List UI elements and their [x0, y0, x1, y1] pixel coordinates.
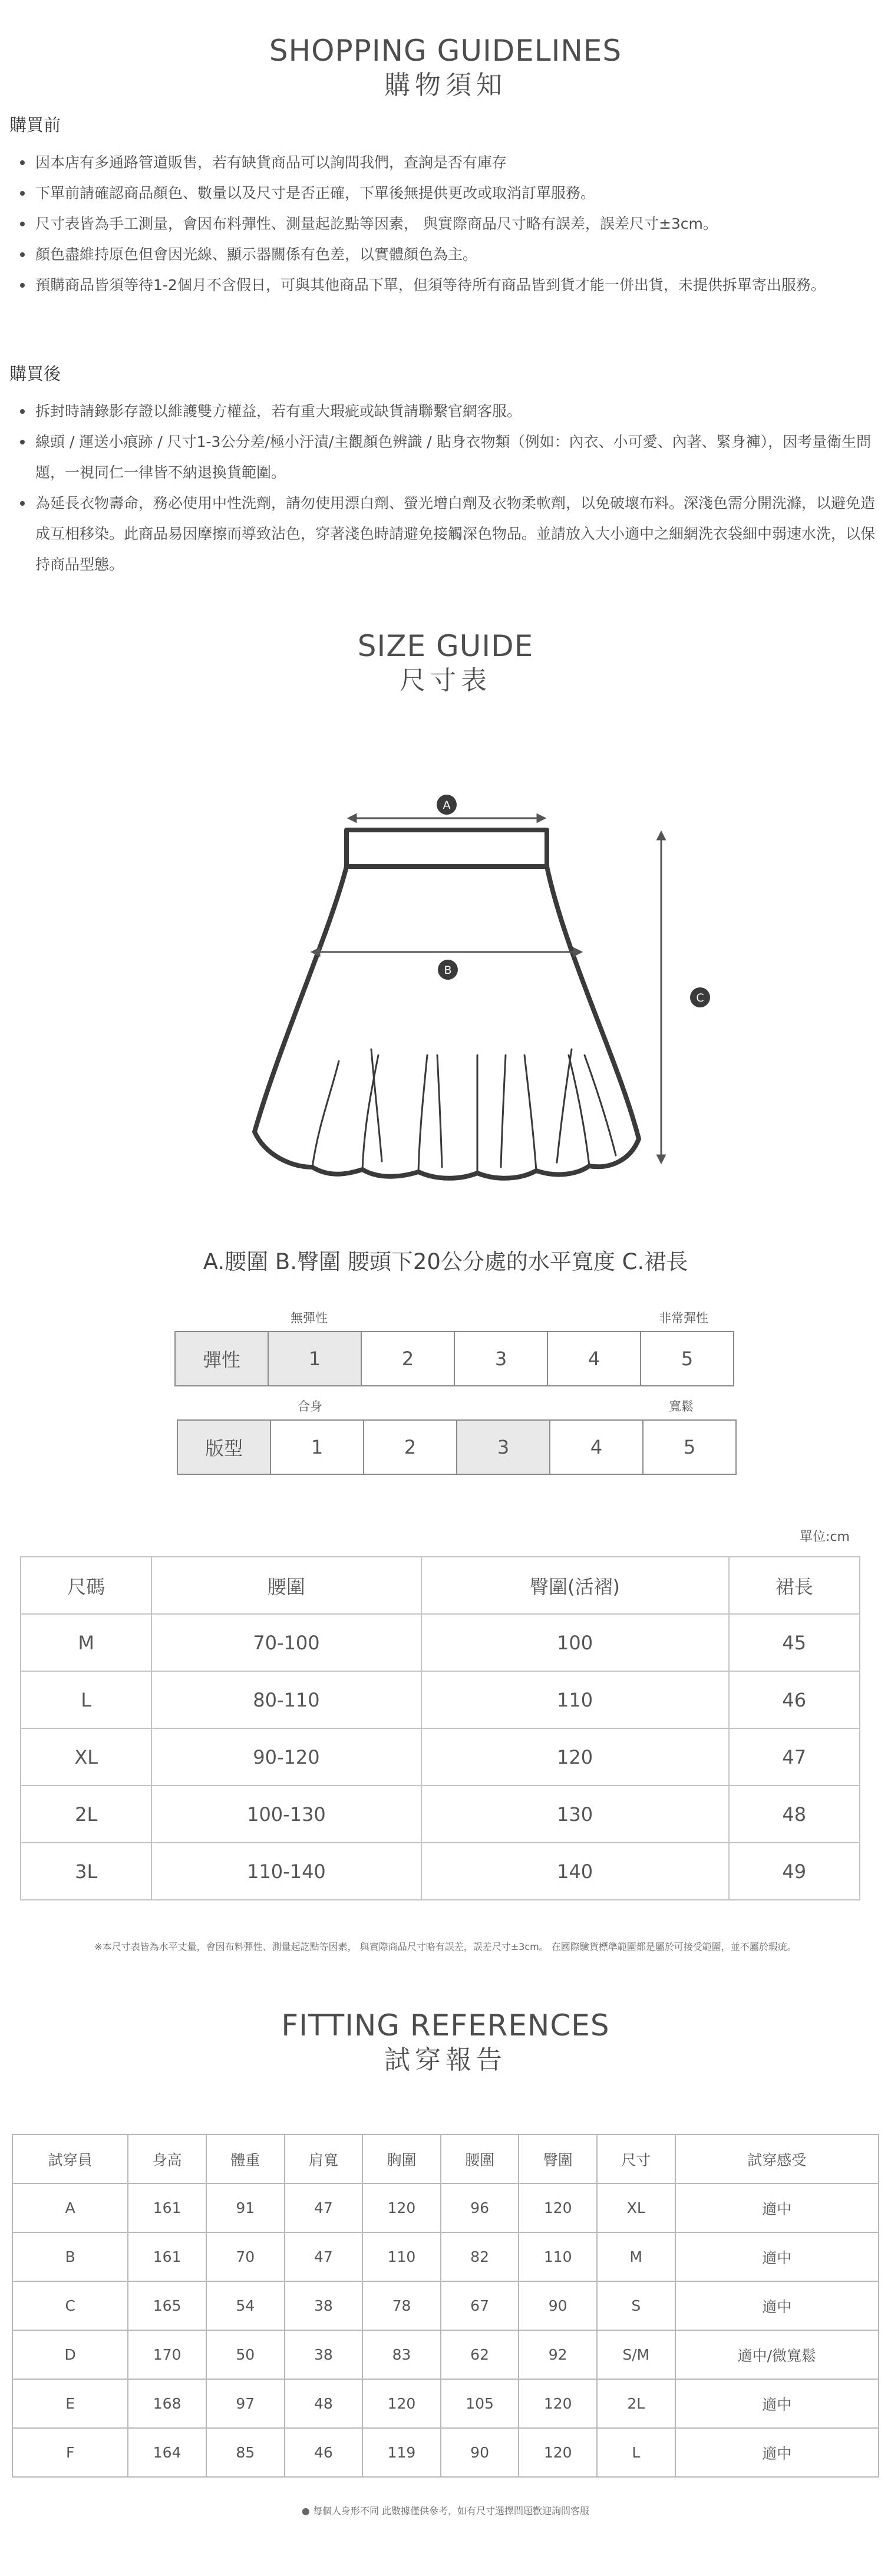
before-purchase-list — [16, 147, 878, 301]
fitting-table-cell: B — [12, 2232, 128, 2281]
fit-type-scale — [177, 1419, 737, 1475]
bullet-dot-icon — [20, 252, 25, 257]
fit-type-level-4: 4 — [550, 1421, 644, 1475]
fitting-table-row — [12, 2428, 879, 2477]
after-purchase-heading: 購買後 — [9, 364, 61, 384]
fitting-table-cell: 92 — [519, 2330, 597, 2379]
fitting-table-cell: 2L — [597, 2379, 675, 2428]
fitting-table-cell: 62 — [441, 2330, 519, 2379]
fitting-table-cell: 適中 — [675, 2183, 879, 2232]
skirt-pleats — [312, 1049, 616, 1173]
size-table-cell: 49 — [729, 1843, 860, 1900]
measure-b — [312, 948, 581, 956]
fitting-table-cell: 120 — [519, 2428, 597, 2477]
size-table-cell: 100 — [421, 1614, 729, 1671]
before-purchase-item-text: 預購商品皆須等待1-2個月不含假日，可與其他商品下單，但須等待所有商品皆到貨才能一併出貨，未提供拆單寄出服務。 — [35, 276, 826, 294]
fitting-table-column-header: 體重 — [206, 2134, 285, 2183]
fitting-table-cell: 82 — [441, 2232, 519, 2281]
fitting-table-cell: 90 — [441, 2428, 519, 2477]
fitting-table-cell: L — [597, 2428, 675, 2477]
guidelines-title-en: SHOPPING GUIDELINES — [269, 34, 622, 68]
fit-type-head: 版型 — [178, 1421, 271, 1475]
fitting-table-cell: 105 — [441, 2379, 519, 2428]
size-table-column-header: 腰圍 — [151, 1557, 421, 1614]
fitting-title — [0, 2009, 891, 2077]
fitting-table-cell: 161 — [128, 2232, 206, 2281]
size-table-row — [21, 1671, 860, 1728]
guidelines-title-zh: 購物須知 — [384, 70, 507, 100]
elasticity-max-label: 非常彈性 — [659, 1311, 708, 1325]
bullet-dot-icon — [20, 501, 25, 506]
fitting-table-cell: 120 — [362, 2379, 441, 2428]
size-guide-title — [0, 630, 891, 697]
fit-max-label: 寬鬆 — [669, 1399, 694, 1414]
fitting-table-cell: C — [12, 2281, 128, 2330]
measure-a — [349, 815, 544, 822]
after-purchase-list — [16, 396, 878, 580]
fitting-table-cell: 48 — [285, 2379, 363, 2428]
marker-a-label: A — [443, 799, 451, 812]
size-table-header-row — [21, 1557, 860, 1614]
fitting-note: ● 每個人身形不同 此數據僅供參考，如有尺寸選擇問題歡迎詢問客服 — [301, 2505, 590, 2516]
fitting-table-cell: 96 — [441, 2183, 519, 2232]
bullet-dot-icon — [20, 409, 25, 414]
bullet-dot-icon — [20, 191, 25, 196]
size-table-cell: 45 — [729, 1614, 860, 1671]
before-purchase-item — [16, 209, 878, 239]
size-table-cell: M — [21, 1614, 151, 1671]
size-table-cell: 110-140 — [151, 1843, 421, 1900]
skirt-outline — [255, 867, 639, 1178]
size-table-cell: XL — [21, 1728, 151, 1786]
fitting-table-cell: 161 — [128, 2183, 206, 2232]
after-purchase-item-text: 為延長衣物壽命，務必使用中性洗劑，請勿使用漂白劑、螢光增白劑及衣物柔軟劑，以免破壞布料。深淺色需分開洗滌，以避免造成互相移染。此商品易因摩擦而導致沾色，穿著淺色時請避免接觸深色物品。並請放入大小適中之細網洗衣袋細中弱速水洗，以保持商品型態。 — [35, 495, 876, 573]
elasticity-head: 彈性 — [176, 1332, 269, 1386]
bullet-dot-icon — [20, 222, 25, 226]
fitting-table-cell: 47 — [285, 2232, 363, 2281]
fitting-table-column-header: 尺寸 — [597, 2134, 675, 2183]
before-purchase-item-text: 因本店有多通路管道販售，若有缺貨商品可以詢問我們，查詢是否有庫存 — [35, 154, 507, 171]
fitting-table-cell: 38 — [285, 2330, 363, 2379]
fitting-table-column-header: 試穿員 — [12, 2134, 128, 2183]
size-table-row — [21, 1786, 860, 1843]
fitting-table-cell: 83 — [362, 2330, 441, 2379]
fitting-table-cell: 168 — [128, 2379, 206, 2428]
fitting-table-column-header: 身高 — [128, 2134, 206, 2183]
fitting-table-cell: 78 — [362, 2281, 441, 2330]
fitting-table-cell: 110 — [362, 2232, 441, 2281]
fitting-title-en: FITTING REFERENCES — [281, 2008, 610, 2043]
fitting-table-cell: 適中 — [675, 2281, 879, 2330]
skirt-diagram — [224, 778, 731, 1191]
fitting-table-cell: 120 — [519, 2183, 597, 2232]
fitting-table-cell: 97 — [206, 2379, 285, 2428]
fitting-table — [12, 2134, 879, 2478]
after-purchase-item-text: 線頭 / 運送小痕跡 / 尺寸1-3公分差/極小汙漬/主觀顏色辨識 / 貼身衣物類（例如：內衣、小可愛、內著、緊身褲），因考量衛生問題，一視同仁一律皆不納退換貨範圍。 — [35, 433, 872, 481]
fitting-table-cell: 適中/微寬鬆 — [675, 2330, 879, 2379]
fitting-table-column-header: 肩寬 — [285, 2134, 363, 2183]
fit-type-level-3: 3 — [457, 1421, 550, 1475]
elasticity-level-1: 1 — [269, 1332, 362, 1386]
size-table — [20, 1556, 860, 1900]
marker-b-label: B — [444, 964, 452, 977]
fitting-table-cell: E — [12, 2379, 128, 2428]
fitting-table-cell: 70 — [206, 2232, 285, 2281]
unit-label: 單位:cm — [800, 1530, 850, 1544]
fit-min-label: 合身 — [298, 1399, 322, 1414]
before-purchase-item-text: 尺寸表皆為手工測量，會因布料彈性、測量起訖點等因素， 與實際商品尺寸略有誤差，誤差尺寸±3cm。 — [35, 215, 718, 232]
before-purchase-item-text: 顏色盡維持原色但會因光線、顯示器關係有色差，以實體顏色為主。 — [35, 246, 478, 263]
size-table-cell: 2L — [21, 1786, 151, 1843]
fitting-table-cell: 67 — [441, 2281, 519, 2330]
size-table-row — [21, 1728, 860, 1786]
before-purchase-item — [16, 178, 878, 209]
bullet-dot-icon — [20, 160, 25, 165]
fitting-table-cell: 適中 — [675, 2232, 879, 2281]
waistband-outline — [346, 830, 547, 867]
fitting-table-cell: M — [597, 2232, 675, 2281]
fitting-table-cell: 90 — [519, 2281, 597, 2330]
fitting-table-cell: 適中 — [675, 2379, 879, 2428]
size-table-row — [21, 1843, 860, 1900]
size-table-note: ※本尺寸表皆為水平丈量，會因布料彈性、測量起訖點等因素， 與實際商品尺寸略有誤差，誤差尺寸±3cm。 在國際驗貨標準範圍都是屬於可接受範圍，並不屬於瑕疵。 — [94, 1941, 797, 1952]
elasticity-level-2: 2 — [362, 1332, 455, 1386]
fitting-title-zh: 試穿報告 — [384, 2044, 507, 2075]
fitting-table-cell: S — [597, 2281, 675, 2330]
fitting-table-cell: S/M — [597, 2330, 675, 2379]
size-table-cell: 120 — [421, 1728, 729, 1786]
after-purchase-item-text: 拆封時請錄影存證以維護雙方權益，若有重大瑕疵或缺貨請聯繫官網客服。 — [35, 403, 522, 420]
before-purchase-item — [16, 147, 878, 178]
skirt-illustration — [224, 778, 731, 1191]
elasticity-min-label: 無彈性 — [291, 1311, 328, 1325]
fitting-table-cell: D — [12, 2330, 128, 2379]
fitting-table-cell: 46 — [285, 2428, 363, 2477]
before-purchase-item — [16, 270, 878, 301]
fitting-table-cell: 47 — [285, 2183, 363, 2232]
fitting-table-column-header: 胸圍 — [362, 2134, 441, 2183]
bullet-dot-icon — [20, 283, 25, 288]
fitting-table-row — [12, 2330, 879, 2379]
fitting-table-cell: F — [12, 2428, 128, 2477]
size-table-cell: 48 — [729, 1786, 860, 1843]
fitting-table-column-header: 臀圍 — [519, 2134, 597, 2183]
fitting-table-cell: 54 — [206, 2281, 285, 2330]
size-table-column-header: 尺碼 — [21, 1557, 151, 1614]
marker-c-label: C — [696, 991, 704, 1004]
fitting-table-cell: 50 — [206, 2330, 285, 2379]
fitting-table-cell: 38 — [285, 2281, 363, 2330]
size-guide-title-zh: 尺寸表 — [400, 665, 491, 696]
elasticity-level-4: 4 — [548, 1332, 641, 1386]
fit-type-level-2: 2 — [364, 1421, 457, 1475]
fit-type-level-5: 5 — [644, 1421, 737, 1475]
fitting-table-row — [12, 2281, 879, 2330]
fitting-table-row — [12, 2379, 879, 2428]
fitting-table-cell: 164 — [128, 2428, 206, 2477]
fitting-table-cell: 120 — [519, 2379, 597, 2428]
fitting-table-cell: XL — [597, 2183, 675, 2232]
after-purchase-item — [16, 488, 878, 580]
fitting-table-row — [12, 2183, 879, 2232]
elasticity-level-3: 3 — [455, 1332, 548, 1386]
guidelines-title — [0, 34, 891, 102]
size-table-cell: 90-120 — [151, 1728, 421, 1786]
size-table-cell: 140 — [421, 1843, 729, 1900]
size-table-cell: 3L — [21, 1843, 151, 1900]
size-table-row — [21, 1614, 860, 1671]
size-table-cell: 70-100 — [151, 1614, 421, 1671]
size-table-cell: 100-130 — [151, 1786, 421, 1843]
measurement-caption: A.腰圍 B.臀圍 腰頭下20公分處的水平寬度 C.裙長 — [203, 1249, 688, 1274]
size-table-cell: L — [21, 1671, 151, 1728]
size-table-cell: 47 — [729, 1728, 860, 1786]
before-purchase-item-text: 下單前請確認商品顏色、數量以及尺寸是否正確，下單後無提供更改或取消訂單服務。 — [35, 185, 596, 202]
elasticity-level-5: 5 — [641, 1332, 734, 1386]
after-purchase-item — [16, 427, 878, 488]
fitting-table-cell: 165 — [128, 2281, 206, 2330]
bullet-dot-icon — [20, 440, 25, 444]
size-table-column-header: 裙長 — [729, 1557, 860, 1614]
size-table-cell: 80-110 — [151, 1671, 421, 1728]
fitting-table-cell: 85 — [206, 2428, 285, 2477]
size-table-cell: 130 — [421, 1786, 729, 1843]
size-table-cell: 46 — [729, 1671, 860, 1728]
fitting-table-column-header: 腰圍 — [441, 2134, 519, 2183]
size-guide-title-en: SIZE GUIDE — [357, 629, 534, 663]
fitting-table-cell: 120 — [362, 2183, 441, 2232]
fitting-table-cell: 110 — [519, 2232, 597, 2281]
fitting-table-cell: 適中 — [675, 2428, 879, 2477]
fit-type-level-1: 1 — [271, 1421, 364, 1475]
size-table-column-header: 臀圍(活褶) — [421, 1557, 729, 1614]
size-table-cell: 110 — [421, 1671, 729, 1728]
after-purchase-item — [16, 396, 878, 427]
fitting-table-header-row — [12, 2134, 879, 2183]
elasticity-scale — [174, 1331, 734, 1386]
fitting-table-cell: A — [12, 2183, 128, 2232]
fitting-table-row — [12, 2232, 879, 2281]
fitting-table-cell: 170 — [128, 2330, 206, 2379]
before-purchase-heading: 購買前 — [9, 115, 61, 135]
before-purchase-item — [16, 239, 878, 270]
measure-c — [658, 832, 665, 1162]
fitting-table-cell: 119 — [362, 2428, 441, 2477]
fitting-table-column-header: 試穿感受 — [675, 2134, 879, 2183]
fitting-table-cell: 91 — [206, 2183, 285, 2232]
